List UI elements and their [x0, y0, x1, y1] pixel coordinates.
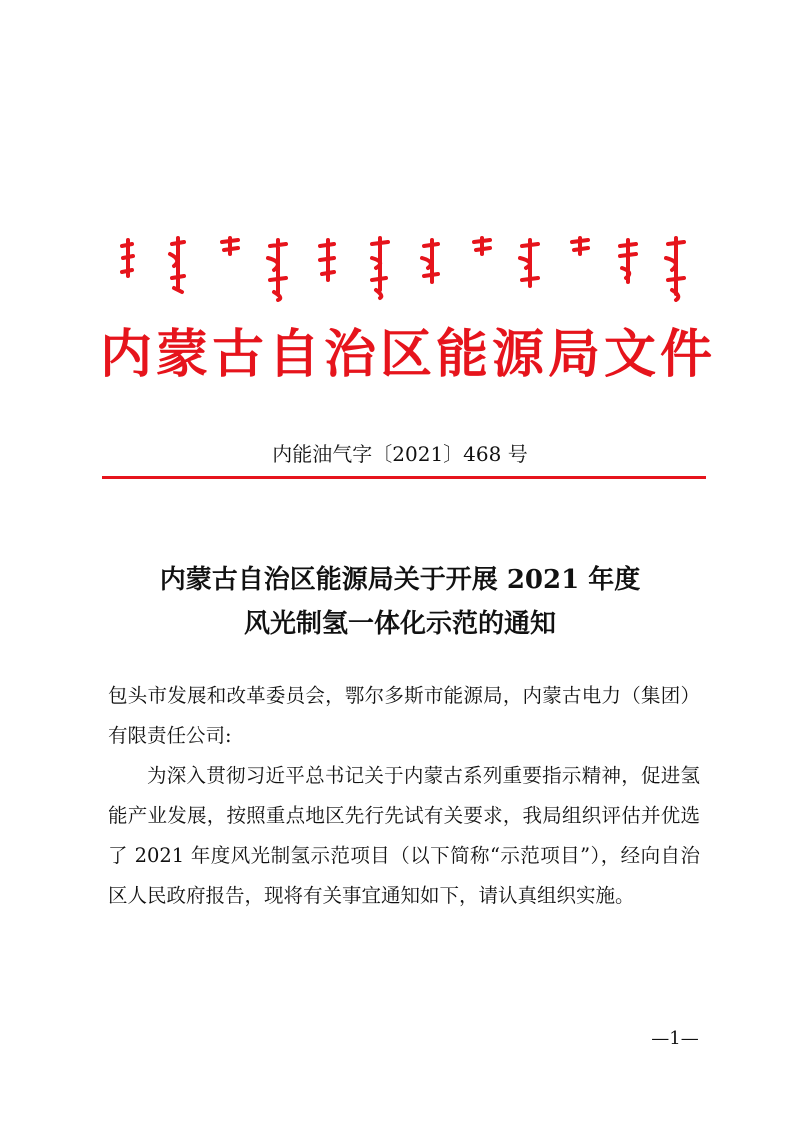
mongol-glyph [320, 240, 334, 280]
mongol-glyph [122, 240, 133, 276]
mongol-glyph [222, 238, 238, 254]
mongol-glyph [268, 240, 286, 300]
mongol-glyph [666, 238, 684, 300]
notice-title [100, 558, 700, 646]
agency-title: 内蒙古自治区能源局文件 [100, 325, 717, 385]
notice-body [108, 676, 700, 916]
mongol-glyph [170, 238, 184, 292]
body-paragraph: 为深入贯彻习近平总书记关于内蒙古系列重要指示精神，促进氢能产业发展，按照重点地区先行先试有关要求，我局组织评估并优选了 2021 年度风光制氢示范项目（以下简称“示范项目”），经向自治区人民政府报告，现将有关事宜通知如下，请认真组织实施。 [108, 764, 700, 907]
mongol-glyph [422, 240, 438, 282]
document-number: 内能油气字〔2021〕468 号 [272, 442, 528, 466]
mongol-glyph [474, 238, 490, 254]
mongol-glyph [572, 238, 588, 254]
red-divider [102, 476, 706, 479]
mongol-glyph [372, 238, 388, 298]
recipients-line: 包头市发展和改革委员会，鄂尔多斯市能源局，内蒙古电力（集团）有限责任公司: [108, 684, 700, 747]
notice-title-line-2: 风光制氢一体化示范的通知 [243, 609, 556, 639]
mongolian-script-glyphs [118, 232, 688, 302]
mongol-glyph [520, 240, 538, 286]
mongolian-script-header [118, 232, 688, 302]
page-number: —1— [651, 1028, 699, 1049]
mongol-glyph [620, 240, 636, 282]
notice-title-line-1: 内蒙古自治区能源局关于开展 2021 年度 [159, 565, 641, 595]
